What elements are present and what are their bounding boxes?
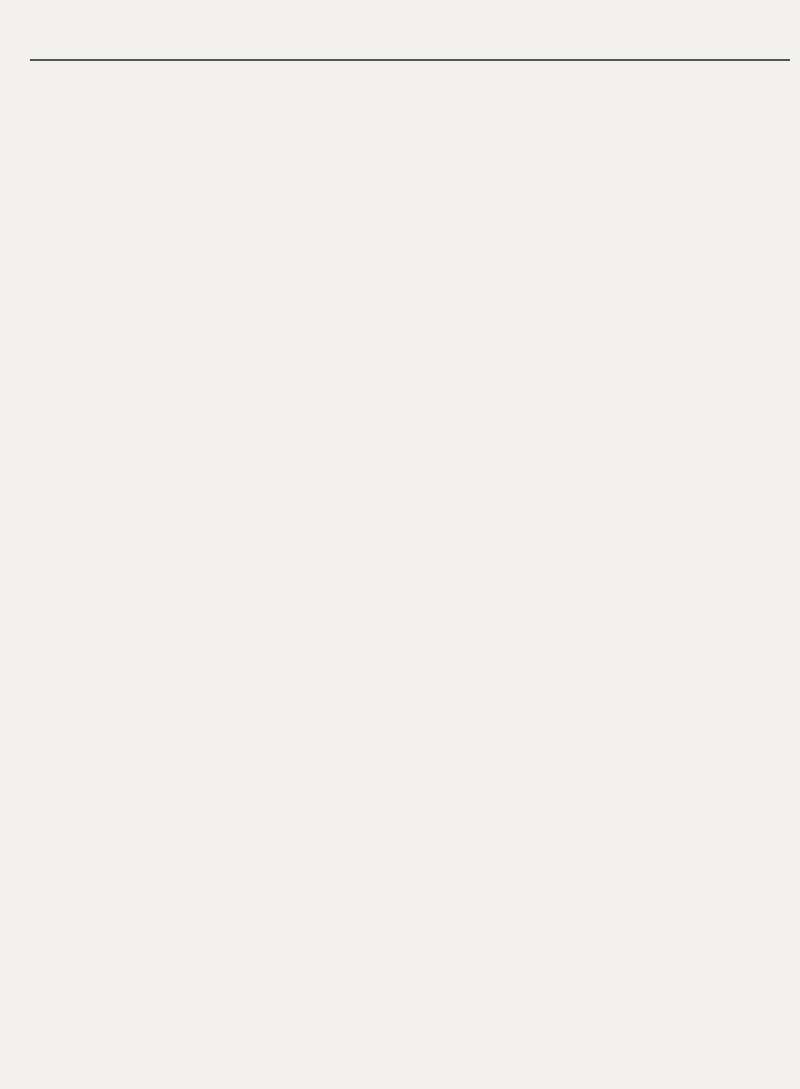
header-rule: [30, 59, 790, 61]
page-header: [0, 14, 800, 54]
